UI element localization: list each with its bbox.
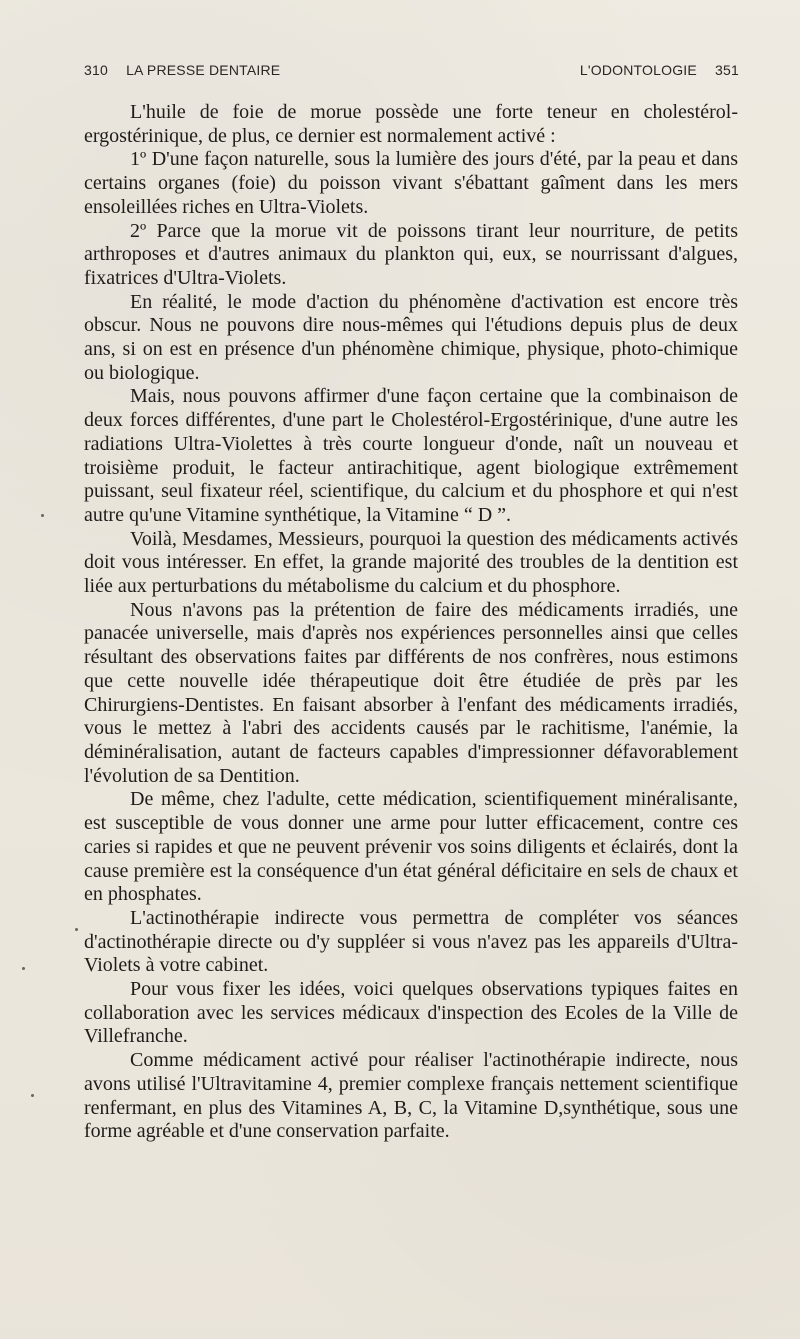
paragraph: 1º D'une façon naturelle, sous la lumière des jours d'été, par la peau et dans certains organes (foie) du poisson vivant s'ébattant gaîment dans les mers ensoleillées riches en Ultra-Violets.	[84, 148, 738, 218]
paragraph: Mais, nous pouvons affirmer d'une façon certaine que la combinaison de deux forces différentes, d'une part le Cholestérol-Ergostérinique, d'une autre les radiations Ultra-Violettes à très courte longueur d'onde, naît un nouveau et troisième produit, le facteur antirachitique, agent biologique extrêmement puissant, seul fixateur réel, scientifique, du calcium et du phosphore et qui n'est autre qu'une Vitamine synthétique, la Vitamine “ D ”.	[84, 385, 738, 526]
paper-speck	[22, 967, 25, 970]
paper-speck	[41, 514, 44, 517]
paragraph: Voilà, Mesdames, Messieurs, pourquoi la question des médicaments activés doit vous intéresser. En effet, la grande majorité des troubles de la dentition est liée aux perturbations du métabolisme du calcium et du phosphore.	[84, 527, 738, 598]
paragraph: De même, chez l'adulte, cette médication, scientifiquement minéralisante, est susceptible de vous donner une arme pour lutter efficacement, contre ces caries si rapides et que ne peuvent prévenir vos soins diligents et éclairés, dont la cause première est la conséquence d'un état général déficitaire en sels de chaux et en phosphates.	[84, 788, 738, 906]
paragraph: Comme médicament activé pour réaliser l'actinothérapie indirecte, nous avons utilisé l'Ultravitamine 4, premier complexe français nettement scientifique renfermant, en plus des Vitamines A, B, C, la Vitamine D,synthétique, sous une forme agréable et d'une conservation parfaite.	[84, 1049, 738, 1143]
journal-title-right: L'ODONTOLOGIE	[579, 62, 697, 78]
article-body	[84, 101, 738, 1144]
journal-title-left: LA PRESSE DENTAIRE	[126, 62, 281, 78]
right-page-number: 351	[715, 62, 739, 78]
paragraph: Nous n'avons pas la prétention de faire des médicaments irradiés, une panacée universelle, mais d'après nos expériences personnelles ainsi que celles résultant des observations faites par différents de nos confrères, nous estimons que cette nouvelle idée thérapeutique doit être étudiée de près par les Chirurgiens-Dentistes. En faisant absorber à l'enfant des médicaments irradiés, vous le mettez à l'abri des accidents causés par le rachitisme, l'anémie, la déminéralisation, autant de facteurs capables d'impressionner défavorablement l'évolution de sa Dentition.	[84, 598, 738, 787]
paragraph: 2º Parce que la morue vit de poissons tirant leur nourriture, de petits arthroposes et d'autres animaux du plankton qui, eux, se nourrissant d'algues, fixatrices d'Ultra-Violets.	[84, 219, 738, 289]
header-right	[580, 62, 739, 78]
paragraph: L'huile de foie de morue possède une forte teneur en cholestérol-ergostérinique, de plus, ce dernier est normalement activé :	[84, 101, 738, 147]
paragraph: L'actinothérapie indirecte vous permettra de compléter vos séances d'actinothérapie directe ou d'y suppléer si vous n'avez pas les appareils d'Ultra-Violets à votre cabinet.	[84, 906, 738, 977]
running-header	[84, 62, 739, 84]
paper-speck	[75, 928, 78, 931]
paper-speck	[31, 1094, 34, 1097]
paragraph: En réalité, le mode d'action du phénomène d'activation est encore très obscur. Nous ne pouvons dire nous-mêmes qui l'étudions depuis plus de deux ans, si on est en présence d'un phénomène chimique, physique, photo-chimique ou biologique.	[84, 290, 738, 384]
header-left	[84, 62, 280, 78]
left-page-number: 310	[84, 62, 108, 78]
paragraph: Pour vous fixer les idées, voici quelques observations typiques faites en collaboration avec les services médicaux d'inspection des Ecoles de la Ville de Villefranche.	[84, 978, 738, 1048]
